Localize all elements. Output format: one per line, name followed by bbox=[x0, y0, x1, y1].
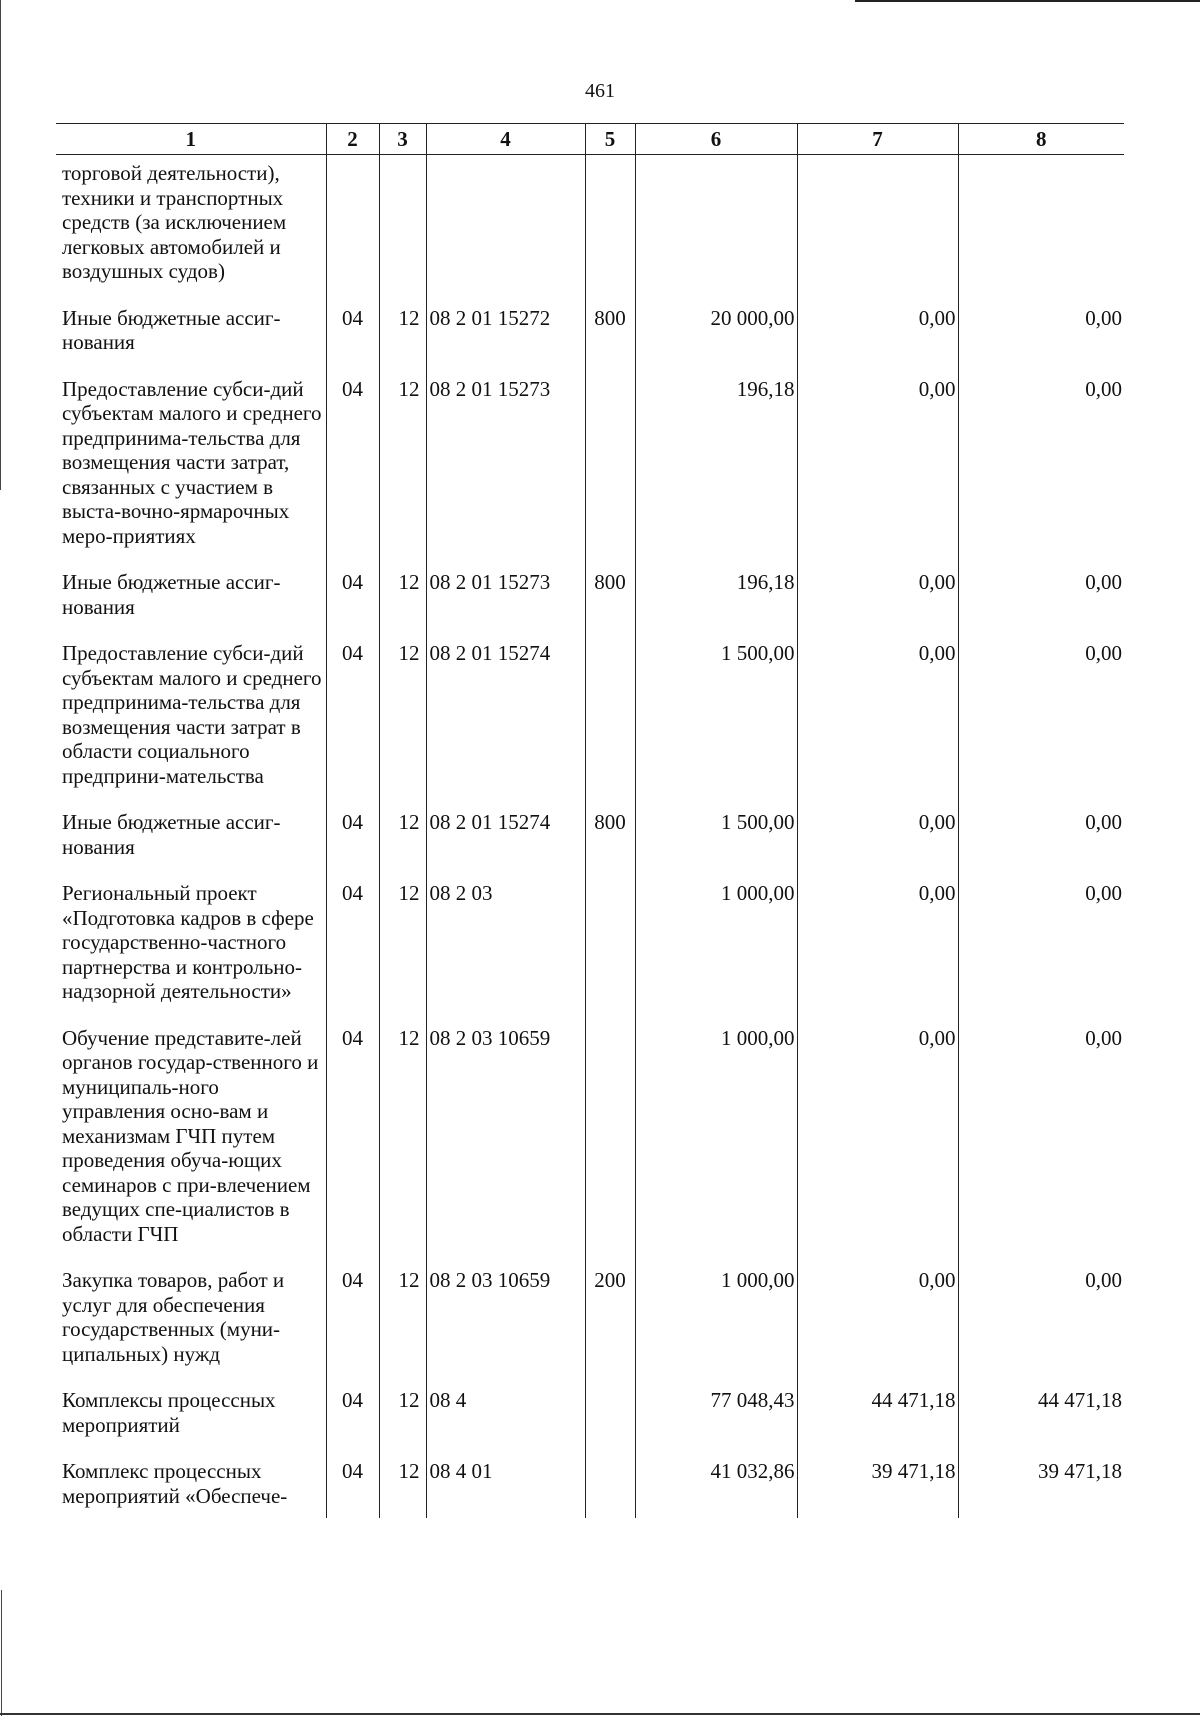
header-col-2: 2 bbox=[326, 124, 379, 155]
row-target-code-cell: 08 2 03 10659 bbox=[426, 1014, 585, 1257]
row-amount-col8-cell: 0,00 bbox=[958, 869, 1124, 1014]
row-amount-col8-cell bbox=[958, 155, 1124, 294]
header-col-4: 4 bbox=[426, 124, 585, 155]
header-col-6: 6 bbox=[635, 124, 797, 155]
table-row bbox=[56, 365, 1124, 559]
row-section-cell: 04 bbox=[326, 1376, 379, 1447]
row-amount-col8-cell: 0,00 bbox=[958, 365, 1124, 559]
row-section-cell: 04 bbox=[326, 1447, 379, 1518]
row-name-cell: Региональный проект «Подготовка кадров в сфере государственно-частного партнерства и контрольно-надзорной деятельности» bbox=[62, 881, 314, 1003]
row-section-cell: 04 bbox=[326, 629, 379, 798]
row-amount-col7-cell: 0,00 bbox=[797, 1014, 958, 1257]
table-row bbox=[56, 558, 1124, 629]
table-row bbox=[56, 1447, 1124, 1518]
scan-edge-left-lower bbox=[1, 1590, 2, 1716]
header-col-8: 8 bbox=[958, 124, 1124, 155]
table-body bbox=[56, 155, 1124, 1519]
row-amount-col6-cell: 20 000,00 bbox=[635, 294, 797, 365]
table-row bbox=[56, 155, 1124, 294]
scan-edge-bottom bbox=[0, 1713, 1200, 1715]
row-amount-col6-cell: 1 000,00 bbox=[635, 869, 797, 1014]
row-amount-col6-cell: 1 000,00 bbox=[635, 1014, 797, 1257]
row-subsection-cell: 12 bbox=[379, 798, 426, 869]
row-subsection-cell: 12 bbox=[379, 1014, 426, 1257]
row-amount-col8-cell: 0,00 bbox=[958, 558, 1124, 629]
header-row bbox=[56, 124, 1124, 155]
row-target-code-cell: 08 2 03 bbox=[426, 869, 585, 1014]
row-expense-type-cell bbox=[585, 1447, 635, 1518]
row-expense-type-cell bbox=[585, 365, 635, 559]
scan-edge-top bbox=[855, 0, 1200, 2]
row-target-code-cell: 08 2 01 15272 bbox=[426, 294, 585, 365]
row-subsection-cell: 12 bbox=[379, 294, 426, 365]
row-amount-col8-cell: 0,00 bbox=[958, 294, 1124, 365]
row-amount-col7-cell: 0,00 bbox=[797, 869, 958, 1014]
row-expense-type-cell: 800 bbox=[585, 294, 635, 365]
row-expense-type-cell: 200 bbox=[585, 1256, 635, 1376]
table-row bbox=[56, 294, 1124, 365]
row-amount-col7-cell: 0,00 bbox=[797, 558, 958, 629]
row-amount-col7-cell: 44 471,18 bbox=[797, 1376, 958, 1447]
row-amount-col6-cell: 196,18 bbox=[635, 365, 797, 559]
row-name-cell: торговой деятельности), техники и транспортных средств (за исключением легковых автомобилей и воздушных судов) bbox=[62, 161, 287, 283]
row-expense-type-cell: 800 bbox=[585, 798, 635, 869]
page-number: 461 bbox=[585, 80, 615, 102]
row-amount-col7-cell: 0,00 bbox=[797, 629, 958, 798]
row-target-code-cell: 08 2 01 15274 bbox=[426, 798, 585, 869]
row-name-cell: Предоставление субси-дий субъектам малого и среднего предпринима-тельства для возмещения части затрат, связанных с участием в выста-вочно-ярмарочных меро-приятиях bbox=[62, 376, 322, 548]
header-col-5: 5 bbox=[585, 124, 635, 155]
row-amount-col7-cell: 0,00 bbox=[797, 1256, 958, 1376]
table-row bbox=[56, 1014, 1124, 1257]
row-name-cell: Иные бюджетные ассиг-нования bbox=[62, 570, 281, 619]
row-section-cell: 04 bbox=[326, 365, 379, 559]
row-amount-col8-cell: 44 471,18 bbox=[958, 1376, 1124, 1447]
row-section-cell: 04 bbox=[326, 869, 379, 1014]
table-row bbox=[56, 629, 1124, 798]
row-subsection-cell: 12 bbox=[379, 869, 426, 1014]
table-row bbox=[56, 798, 1124, 869]
row-amount-col6-cell: 1 000,00 bbox=[635, 1256, 797, 1376]
table-row bbox=[56, 869, 1124, 1014]
row-name-cell: Иные бюджетные ассиг-нования bbox=[62, 810, 281, 859]
row-expense-type-cell bbox=[585, 629, 635, 798]
row-target-code-cell: 08 2 01 15274 bbox=[426, 629, 585, 798]
row-name-cell: Предоставление субси-дий субъектам малого и среднего предпринима-тельства для возмещения части затрат в области социального предприни-мательства bbox=[62, 641, 322, 788]
row-amount-col6-cell: 196,18 bbox=[635, 558, 797, 629]
row-subsection-cell: 12 bbox=[379, 365, 426, 559]
row-name-cell: Комплекс процессных мероприятий «Обеспече- bbox=[62, 1459, 288, 1508]
row-section-cell: 04 bbox=[326, 798, 379, 869]
row-section-cell: 04 bbox=[326, 1014, 379, 1257]
row-section-cell bbox=[326, 155, 379, 294]
header-col-7: 7 bbox=[797, 124, 958, 155]
row-amount-col6-cell: 1 500,00 bbox=[635, 798, 797, 869]
row-expense-type-cell bbox=[585, 869, 635, 1014]
row-subsection-cell: 12 bbox=[379, 1447, 426, 1518]
row-amount-col7-cell bbox=[797, 155, 958, 294]
row-target-code-cell bbox=[426, 155, 585, 294]
row-amount-col7-cell: 39 471,18 bbox=[797, 1447, 958, 1518]
row-amount-col7-cell: 0,00 bbox=[797, 294, 958, 365]
row-amount-col6-cell: 1 500,00 bbox=[635, 629, 797, 798]
row-subsection-cell bbox=[379, 155, 426, 294]
header-col-3: 3 bbox=[379, 124, 426, 155]
row-amount-col6-cell: 77 048,43 bbox=[635, 1376, 797, 1447]
table-row bbox=[56, 1256, 1124, 1376]
row-subsection-cell: 12 bbox=[379, 1256, 426, 1376]
row-amount-col8-cell: 0,00 bbox=[958, 1256, 1124, 1376]
header-col-1: 1 bbox=[56, 124, 326, 155]
row-expense-type-cell bbox=[585, 1014, 635, 1257]
row-name-cell: Комплексы процессных мероприятий bbox=[62, 1388, 276, 1437]
row-subsection-cell: 12 bbox=[379, 1376, 426, 1447]
row-name-cell: Обучение представите-лей органов государ-ственного и муниципаль-ного управления осно-вам и механизмам ГЧП путем проведения обуча-ющих семинаров с при-влечением ведущих спе-циалистов в области ГЧП bbox=[62, 1025, 319, 1246]
row-target-code-cell: 08 2 01 15273 bbox=[426, 558, 585, 629]
row-section-cell: 04 bbox=[326, 294, 379, 365]
scan-edge-left bbox=[0, 0, 1, 490]
budget-table bbox=[56, 123, 1124, 1518]
row-amount-col8-cell: 0,00 bbox=[958, 798, 1124, 869]
row-target-code-cell: 08 2 03 10659 bbox=[426, 1256, 585, 1376]
row-amount-col6-cell bbox=[635, 155, 797, 294]
table-header bbox=[56, 124, 1124, 155]
row-target-code-cell: 08 4 bbox=[426, 1376, 585, 1447]
row-target-code-cell: 08 4 01 bbox=[426, 1447, 585, 1518]
table-row bbox=[56, 1376, 1124, 1447]
row-section-cell: 04 bbox=[326, 558, 379, 629]
row-expense-type-cell: 800 bbox=[585, 558, 635, 629]
row-amount-col8-cell: 0,00 bbox=[958, 629, 1124, 798]
row-amount-col8-cell: 0,00 bbox=[958, 1014, 1124, 1257]
row-subsection-cell: 12 bbox=[379, 558, 426, 629]
row-amount-col7-cell: 0,00 bbox=[797, 365, 958, 559]
row-name-cell: Закупка товаров, работ и услуг для обеспечения государственных (муни-ципальных) нужд bbox=[62, 1268, 285, 1366]
row-section-cell: 04 bbox=[326, 1256, 379, 1376]
row-amount-col6-cell: 41 032,86 bbox=[635, 1447, 797, 1518]
row-amount-col7-cell: 0,00 bbox=[797, 798, 958, 869]
row-name-cell: Иные бюджетные ассиг-нования bbox=[62, 305, 281, 354]
row-subsection-cell: 12 bbox=[379, 629, 426, 798]
row-expense-type-cell bbox=[585, 155, 635, 294]
row-expense-type-cell bbox=[585, 1376, 635, 1447]
row-amount-col8-cell: 39 471,18 bbox=[958, 1447, 1124, 1518]
row-target-code-cell: 08 2 01 15273 bbox=[426, 365, 585, 559]
